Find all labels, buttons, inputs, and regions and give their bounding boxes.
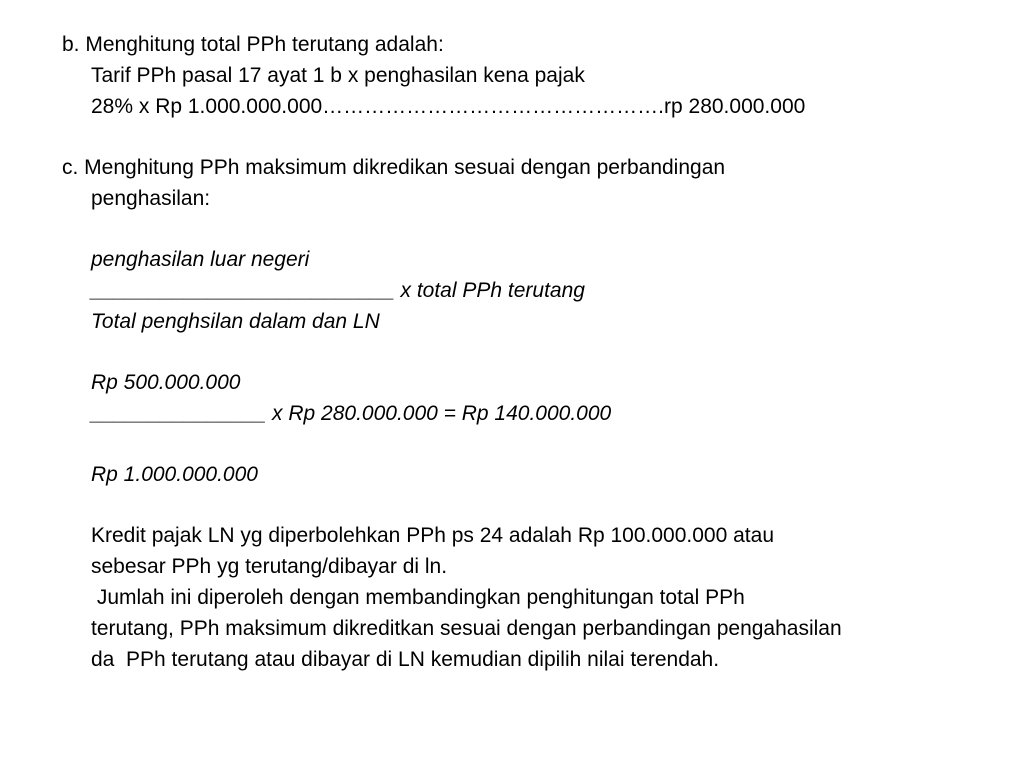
conclusion-line5: da PPh terutang atau dibayar di LN kemudian dipilih nilai terendah. xyxy=(91,648,720,671)
fraction-general-numerator: penghasilan luar negeri xyxy=(91,248,310,271)
section-c-heading-line2: penghasilan: xyxy=(91,187,211,210)
conclusion-line1: Kredit pajak LN yg diperbolehkan PPh ps 24 adalah Rp 100.000.000 atau xyxy=(91,524,774,547)
section-b-formula: Tarif PPh pasal 17 ayat 1 b x penghasilan kena pajak xyxy=(91,64,585,87)
section-b-calculation: 28% x Rp 1.000.000.000………………………………………….rp 280.000.000 xyxy=(91,95,806,118)
conclusion-line3: Jumlah ini diperoleh dengan membandingkan penghitungan total PPh xyxy=(91,586,745,609)
section-b-heading: b. Menghitung total PPh terutang adalah: xyxy=(62,33,444,56)
fraction-values-numerator: Rp 500.000.000 xyxy=(91,371,241,394)
fraction-general-denominator: Total penghsilan dalam dan LN xyxy=(91,310,380,333)
fraction-general-bar: __________________________ x total PPh terutang xyxy=(91,279,585,302)
fraction-values-bar: _______________ x Rp 280.000.000 = Rp 140.000.000 xyxy=(91,402,612,425)
fraction-values-denominator: Rp 1.000.000.000 xyxy=(91,463,258,486)
section-c-heading-line1: c. Menghitung PPh maksimum dikredikan sesuai dengan perbandingan xyxy=(62,156,726,179)
conclusion-line4: terutang, PPh maksimum dikreditkan sesuai dengan perbandingan pengahasilan xyxy=(91,617,842,640)
conclusion-line2: sebesar PPh yg terutang/dibayar di ln. xyxy=(91,555,448,578)
